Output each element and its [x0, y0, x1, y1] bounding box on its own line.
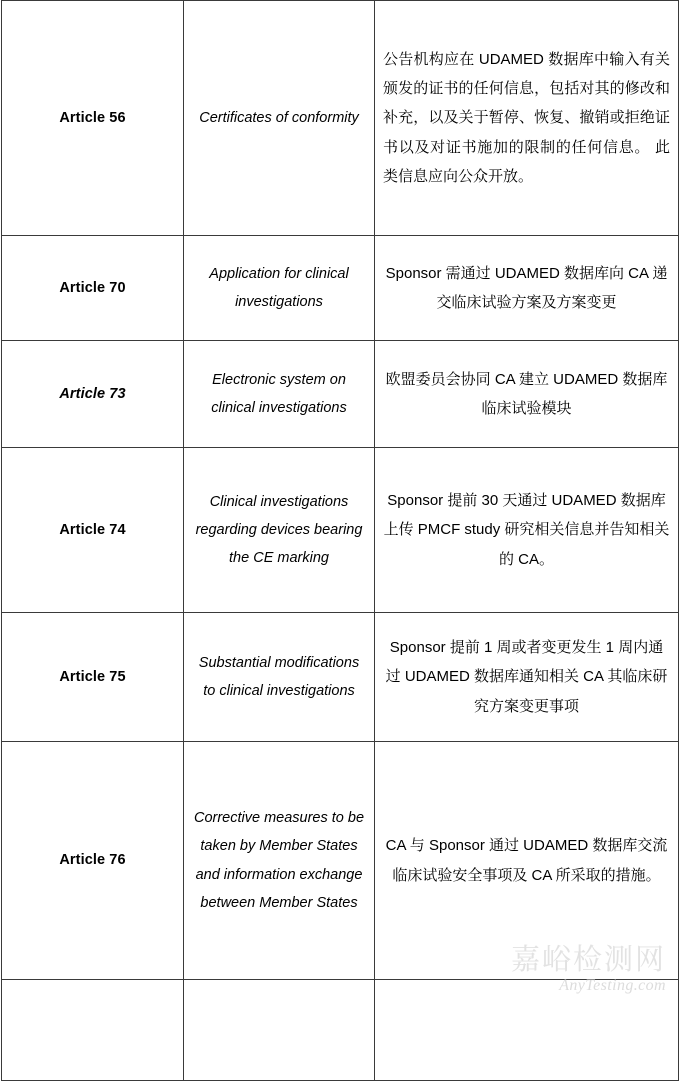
article-number-cell: Article 75	[2, 613, 184, 742]
article-description-cell: Sponsor 需通过 UDAMED 数据库向 CA 递交临床试验方案及方案变更	[375, 236, 679, 341]
article-number-cell: Article 56	[2, 1, 184, 236]
article-title-cell	[184, 980, 375, 1081]
article-title-cell: Certificates of conformity	[184, 1, 375, 236]
article-title-cell: Corrective measures to be taken by Member States and information exchange between Member States	[184, 742, 375, 980]
article-description-cell: Sponsor 提前 1 周或者变更发生 1 周内通过 UDAMED 数据库通知相关 CA 其临床研究方案变更事项	[375, 613, 679, 742]
table-row	[2, 341, 679, 448]
article-description-cell: 欧盟委员会协同 CA 建立 UDAMED 数据库临床试验模块	[375, 341, 679, 448]
article-number-cell: Article 73	[2, 341, 184, 448]
article-number-cell: Article 70	[2, 236, 184, 341]
table-row	[2, 980, 679, 1081]
article-title-cell: Application for clinical investigations	[184, 236, 375, 341]
watermark-latin-text: AnyTesting.com	[559, 976, 666, 994]
article-title-cell: Substantial modifications to clinical investigations	[184, 613, 375, 742]
article-number-cell: Article 76	[2, 742, 184, 980]
table-row	[2, 742, 679, 980]
article-description-cell: Sponsor 提前 30 天通过 UDAMED 数据库上传 PMCF study 研究相关信息并告知相关的 CA。	[375, 448, 679, 613]
article-description-cell: CA 与 Sponsor 通过 UDAMED 数据库交流临床试验安全事项及 CA 所采取的措施。	[375, 742, 679, 980]
article-title-cell: Electronic system on clinical investigations	[184, 341, 375, 448]
watermark-chinese-text: 嘉峪检测网	[510, 942, 666, 977]
table-row	[2, 613, 679, 742]
table-row	[2, 448, 679, 613]
table-row	[2, 1, 679, 236]
article-title-cell: Clinical investigations regarding devices bearing the CE marking	[184, 448, 375, 613]
table-row	[2, 236, 679, 341]
article-description-cell	[375, 980, 679, 1081]
article-description-cell: 公告机构应在 UDAMED 数据库中输入有关颁发的证书的任何信息，包括对其的修改和补充，以及关于暂停、恢复、撤销或拒绝证书以及对证书施加的限制的任何信息。 此类信息应向公众开放。	[375, 1, 679, 236]
table-body	[2, 1, 679, 1081]
article-number-cell	[2, 980, 184, 1081]
article-requirements-table	[1, 0, 679, 1081]
article-number-cell: Article 74	[2, 448, 184, 613]
